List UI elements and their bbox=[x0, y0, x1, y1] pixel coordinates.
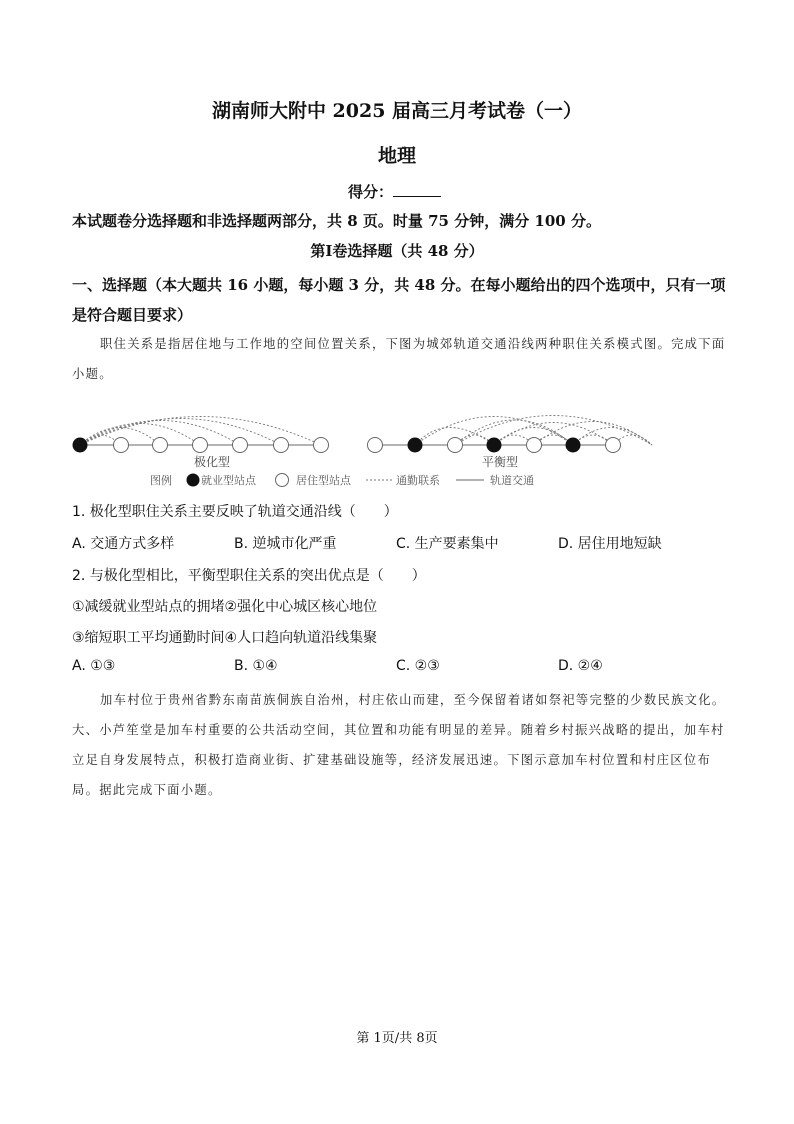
passage-2 bbox=[72, 685, 732, 805]
work-station-node bbox=[73, 438, 88, 453]
q1-option-a[interactable]: A. 交通方式多样 bbox=[72, 536, 175, 552]
section-title: 第Ⅰ卷选择题（共 48 分） bbox=[310, 242, 484, 260]
balanced-label: 平衡型 bbox=[481, 455, 519, 469]
home-station-node bbox=[274, 438, 289, 453]
score-field bbox=[348, 181, 441, 202]
q2-option-a[interactable]: A. ①③ bbox=[72, 658, 116, 674]
polarized-diagram bbox=[73, 417, 329, 453]
passage-2-text: 加车村位于贵州省黔东南苗族侗族自治州，村庄依山而建，至今保留着诸如祭祀等完整的少数民族文化。大、小芦笙堂是加车村重要的公共活动空间，其位置和功能有明显的差异。随着乡村振兴战略的提出，加车村立足自身发展特点，积极打造商业街、扩建基础设施等，经济发展迅速。下图示意加车村位置和村庄区位布局。据此完成下面小题。 bbox=[72, 693, 726, 797]
balanced-diagram bbox=[368, 416, 653, 453]
home-station-node bbox=[527, 438, 542, 453]
score-blank[interactable] bbox=[393, 182, 441, 197]
subject-title: 地理 bbox=[377, 145, 416, 167]
q1-option-c[interactable]: C. 生产要素集中 bbox=[396, 536, 499, 552]
score-label: 得分： bbox=[348, 183, 394, 201]
q1-option-b[interactable]: B. 逆城市化严重 bbox=[234, 536, 337, 552]
work-station-node bbox=[487, 438, 502, 453]
legend-home-label: 居住型站点 bbox=[296, 474, 351, 487]
legend-commute-label: 通勤联系 bbox=[396, 474, 440, 487]
legend-work-marker bbox=[187, 474, 200, 487]
q2-option-d[interactable]: D. ②④ bbox=[558, 658, 603, 674]
passage-1-text: 职住关系是指居住地与工作地的空间位置关系，下图为城郊轨道交通沿线两种职住关系模式图。完成下面小题。 bbox=[72, 337, 726, 381]
question-2-stem: 2. 与极化型相比，平衡型职住关系的突出优点是（ ） bbox=[72, 568, 426, 584]
q2-option-c[interactable]: C. ②③ bbox=[396, 658, 440, 674]
passage-1 bbox=[72, 329, 732, 389]
home-station-node bbox=[153, 438, 168, 453]
home-station-node bbox=[233, 438, 248, 453]
polarized-label: 极化型 bbox=[193, 455, 231, 469]
legend-home-marker bbox=[276, 474, 289, 487]
legend-prefix: 图例 bbox=[150, 474, 172, 487]
q2-option-b[interactable]: B. ①④ bbox=[234, 658, 278, 674]
q1-option-d[interactable]: D. 居住用地短缺 bbox=[558, 536, 662, 552]
question-2-statements-2: ③缩短职工平均通勤时间④人口趋向轨道沿线集聚 bbox=[72, 630, 378, 646]
home-station-node bbox=[606, 438, 621, 453]
question-1-stem: 1. 极化型职住关系主要反映了轨道交通沿线（ ） bbox=[72, 504, 398, 520]
work-station-node bbox=[566, 438, 581, 453]
page-footer: 第 1页/共 8页 bbox=[356, 1031, 438, 1046]
home-station-node bbox=[114, 438, 129, 453]
question-2-statements-1: ①减缓就业型站点的拥堵②强化中心城区核心地位 bbox=[72, 599, 378, 615]
home-station-node bbox=[314, 438, 329, 453]
home-station-node bbox=[448, 438, 463, 453]
commute-pattern-figure bbox=[60, 390, 710, 495]
legend-work-label: 就业型站点 bbox=[201, 474, 256, 487]
part-heading: 一、选择题（本大题共 16 小题，每小题 3 分，共 48 分。在每小题给出的四个选项中，只有一项是符合题目要求） bbox=[72, 276, 726, 324]
work-station-node bbox=[408, 438, 423, 453]
legend-rail-label: 轨道交通 bbox=[490, 474, 534, 487]
home-station-node bbox=[368, 438, 383, 453]
home-station-node bbox=[193, 438, 208, 453]
exam-intro: 本试题卷分选择题和非选择题两部分，共 8 页。时量 75 分钟，满分 100 分。 bbox=[72, 212, 601, 230]
exam-title: 湖南师大附中 2025 届高三月考试卷（一） bbox=[211, 100, 583, 122]
